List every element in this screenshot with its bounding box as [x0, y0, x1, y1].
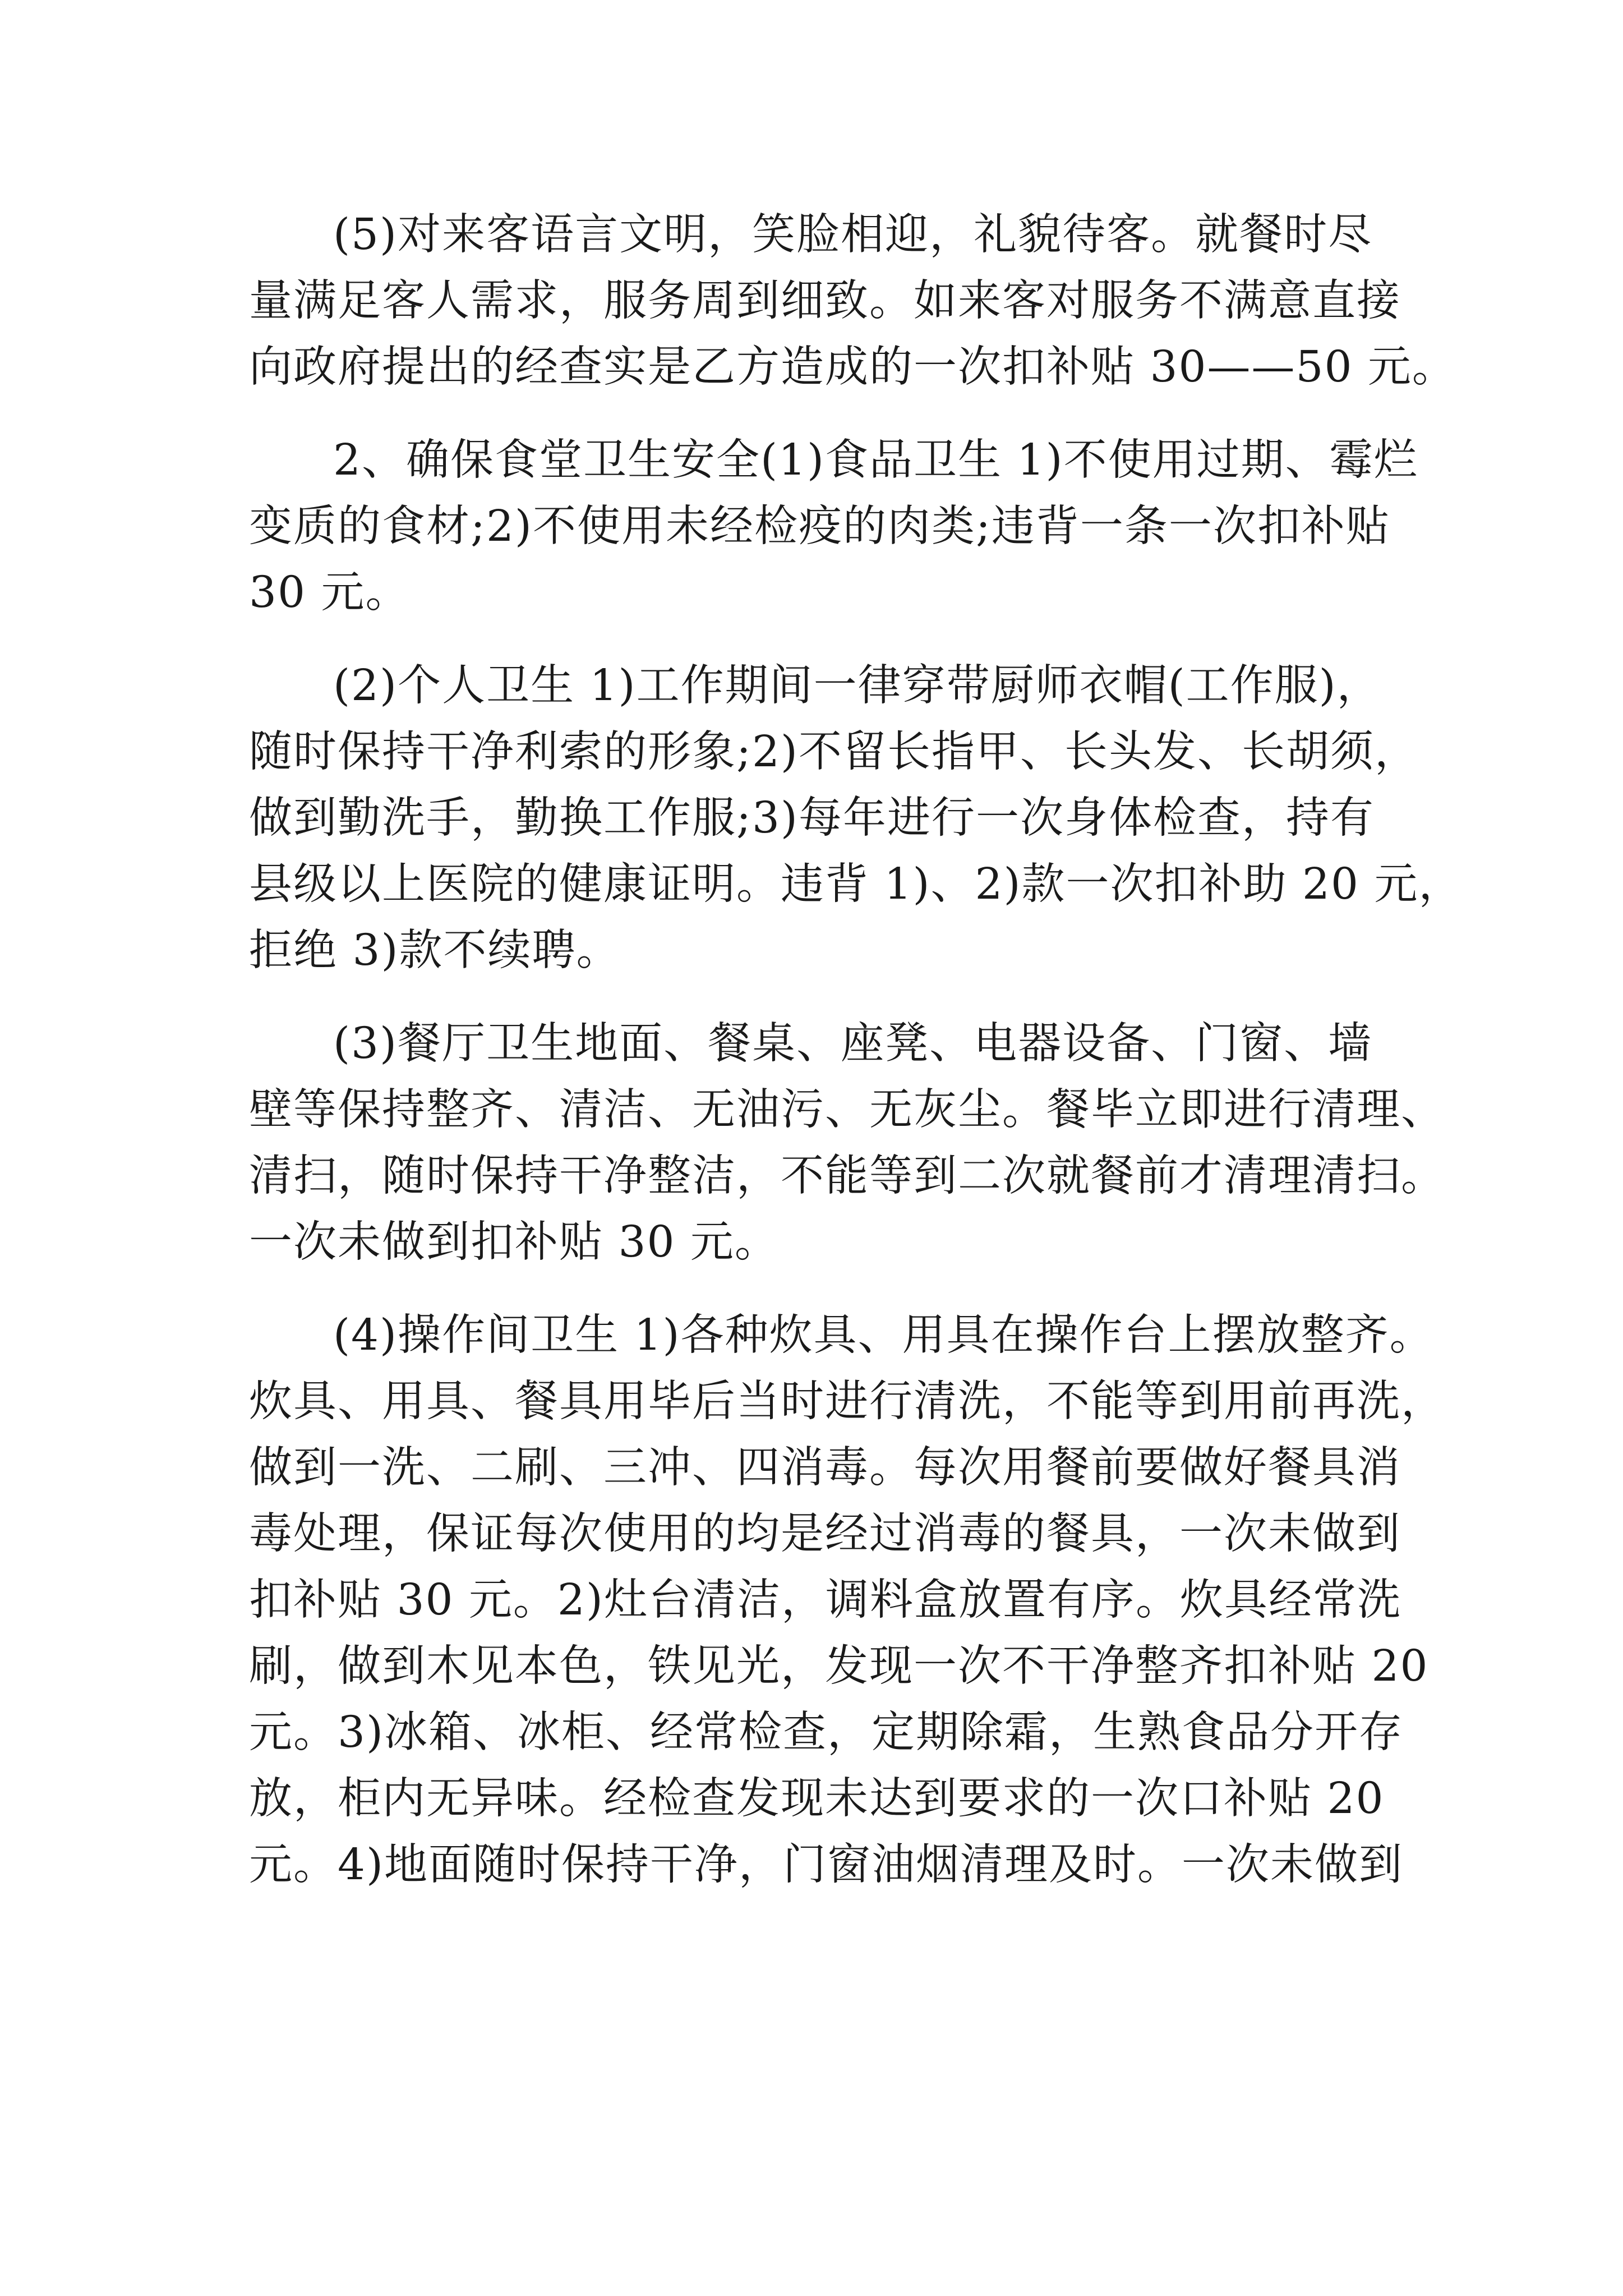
text-line: (5)对来客语言文明，笑脸相迎，礼貌待客。就餐时尽 — [333, 210, 1373, 260]
text-line: 炊具、用具、餐具用毕后当时进行清洗，不能等到用前再洗， — [249, 1377, 1445, 1427]
text-line: 元。3)冰箱、冰柜、经常检查，定期除霜，生熟食品分开存 — [249, 1708, 1404, 1757]
text-line: (2)个人卫生 1)工作期间一律穿带厨师衣帽(工作服)， — [333, 661, 1381, 711]
paragraph — [249, 653, 1463, 984]
text-line: 毒处理，保证每次使用的均是经过消毒的餐具，一次未做到 — [249, 1509, 1401, 1559]
text-line: 拒绝 3)款不续聘。 — [249, 926, 621, 976]
text-line: 刷，做到木见本色，铁见光，发现一次不干净整齐扣补贴 20 — [249, 1641, 1429, 1691]
text-line: 壁等保持整齐、清洁、无油污、无灰尘。餐毕立即进行清理、 — [249, 1085, 1445, 1135]
text-line: (3)餐厅卫生地面、餐桌、座凳、电器设备、门窗、墙 — [333, 1019, 1373, 1069]
text-line: 做到勤洗手，勤换工作服;3)每年进行一次身体检查，持有 — [249, 793, 1375, 843]
text-line: 元。4)地面随时保持干净，门窗油烟清理及时。一次未做到 — [249, 1840, 1404, 1890]
text-line: 做到一洗、二刷、三冲、四消毒。每次用餐前要做好餐具消 — [249, 1443, 1401, 1493]
document-body — [249, 202, 1463, 1898]
paragraph — [249, 1303, 1445, 1898]
text-line: (4)操作间卫生 1)各种炊具、用具在操作台上摆放整齐。 — [333, 1310, 1434, 1360]
text-line: 一次未做到扣补贴 30 元。 — [249, 1217, 779, 1267]
paragraph — [249, 202, 1456, 401]
text-line: 放，柜内无异味。经检查发现未达到要求的一次口补贴 20 — [249, 1774, 1385, 1824]
paragraph — [249, 1011, 1445, 1276]
text-line: 变质的食材;2)不使用未经检疫的肉类;违背一条一次扣补贴 — [249, 501, 1390, 551]
text-line: 向政府提出的经查实是乙方造成的一次扣补贴 30——50 元。 — [249, 342, 1456, 392]
text-line: 2、确保食堂卫生安全(1)食品卫生 1)不使用过期、霉烂 — [333, 435, 1418, 485]
text-line: 扣补贴 30 元。2)灶台清洁，调料盒放置有序。炊具经常洗 — [249, 1575, 1401, 1625]
text-line: 量满足客人需求，服务周到细致。如来客对服务不满意直接 — [249, 276, 1401, 326]
paragraph — [249, 427, 1418, 626]
text-line: 30 元。 — [249, 568, 410, 618]
text-line: 随时保持干净利索的形象;2)不留长指甲、长头发、长胡须， — [249, 727, 1419, 777]
text-line: 县级以上医院的健康证明。违背 1)、2)款一次扣补助 20 元， — [249, 859, 1463, 909]
text-line: 清扫，随时保持干净整洁，不能等到二次就餐前才清理清扫。 — [249, 1151, 1445, 1201]
